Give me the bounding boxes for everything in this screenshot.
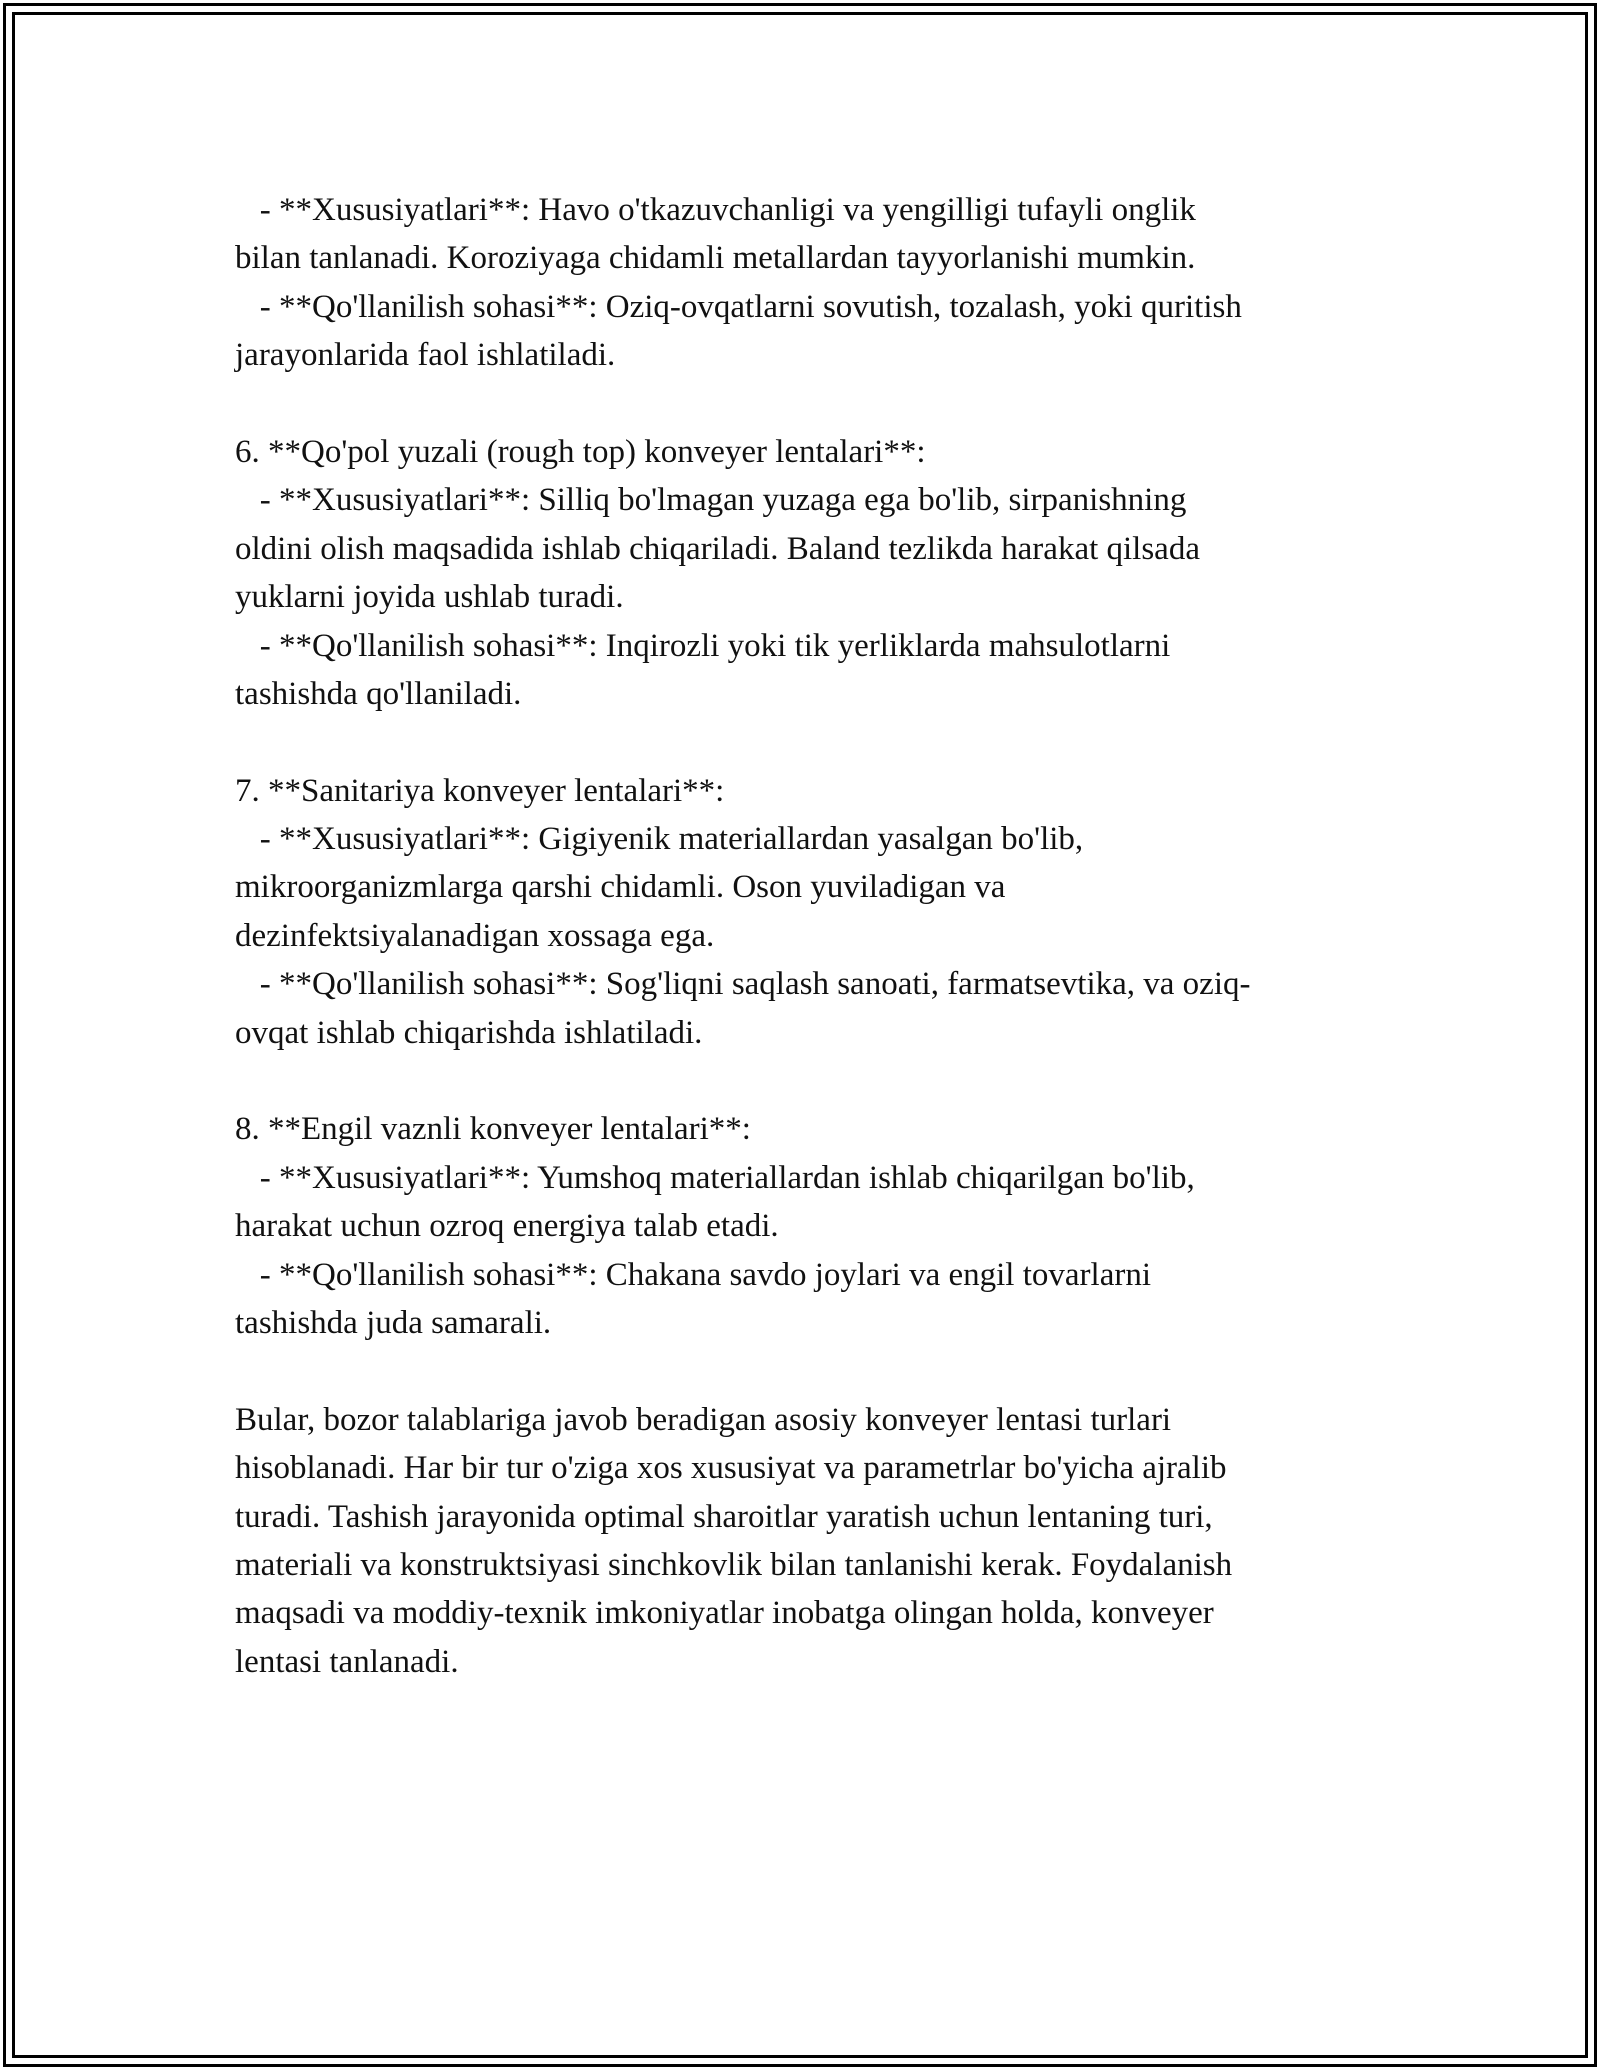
conclusion-line: maqsadi va moddiy-texnik imkoniyatlar inobatga olingan holda, konveyer	[235, 1595, 1214, 1632]
text-line: - **Qo'llanilish sohasi**: Chakana savdo joylari va engil tovarlarni	[235, 1256, 1152, 1293]
text-line: jarayonlarida faol ishlatiladi.	[235, 337, 616, 374]
conclusion-line: lentasi tanlanadi.	[235, 1643, 459, 1680]
text-line: - **Xususiyatlari**: Yumshoq materiallardan ishlab chiqarilgan bo'lib,	[235, 1159, 1195, 1196]
text-line: - **Qo'llanilish sohasi**: Inqirozli yoki tik yerliklarda mahsulotlarni	[235, 627, 1171, 664]
blank-line	[235, 380, 1395, 428]
text-line: tashishda qo'llaniladi.	[235, 675, 522, 712]
text-line: bilan tanlanadi. Koroziyaga chidamli metallardan tayyorlanishi mumkin.	[235, 240, 1196, 277]
document-body	[235, 186, 1395, 1686]
text-line: ovqat ishlab chiqarishda ishlatiladi.	[235, 1014, 703, 1051]
conclusion-line: hisoblanadi. Har bir tur o'ziga xos xususiyat va parametrlar bo'yicha ajralib	[235, 1450, 1227, 1487]
conclusion-line: materiali va konstruktsiyasi sinchkovlik bilan tanlanishi kerak. Foydalanish	[235, 1546, 1233, 1583]
blank-line	[235, 718, 1395, 766]
text-line: yuklarni joyida ushlab turadi.	[235, 579, 624, 616]
text-line: mikroorganizmlarga qarshi chidamli. Oson yuviladigan va	[235, 869, 1006, 906]
text-line: - **Qo'llanilish sohasi**: Sog'liqni saqlash sanoati, farmatsevtika, va oziq-	[235, 966, 1251, 1003]
conclusion-line: turadi. Tashish jarayonida optimal sharoitlar yaratish uchun lentaning turi,	[235, 1498, 1213, 1535]
conclusion-line: Bular, bozor talablariga javob beradigan asosiy konveyer lentasi turlari	[235, 1401, 1172, 1438]
text-line: - **Xususiyatlari**: Gigiyenik materiallardan yasalgan bo'lib,	[235, 821, 1084, 858]
text-line: - **Xususiyatlari**: Silliq bo'lmagan yuzaga ega bo'lib, sirpanishning	[235, 482, 1187, 519]
text-line: oldini olish maqsadida ishlab chiqariladi. Baland tezlikda harakat qilsada	[235, 530, 1200, 567]
section-heading-6: 6. **Qo'pol yuzali (rough top) konveyer lentalari**:	[235, 433, 926, 470]
blank-line	[235, 1347, 1395, 1395]
blank-line	[235, 1057, 1395, 1105]
text-line: dezinfektsiyalanadigan xossaga ega.	[235, 917, 715, 954]
text-line: - **Xususiyatlari**: Havo o'tkazuvchanligi va yengilligi tufayli onglik	[235, 192, 1196, 228]
section-heading-7: 7. **Sanitariya konveyer lentalari**:	[235, 772, 725, 809]
text-line: tashishda juda samarali.	[235, 1304, 552, 1341]
section-heading-8: 8. **Engil vaznli konveyer lentalari**:	[235, 1111, 751, 1148]
text-line: - **Qo'llanilish sohasi**: Oziq-ovqatlarni sovutish, tozalash, yoki quritish	[235, 288, 1242, 325]
text-line: harakat uchun ozroq energiya talab etadi.	[235, 1208, 779, 1245]
